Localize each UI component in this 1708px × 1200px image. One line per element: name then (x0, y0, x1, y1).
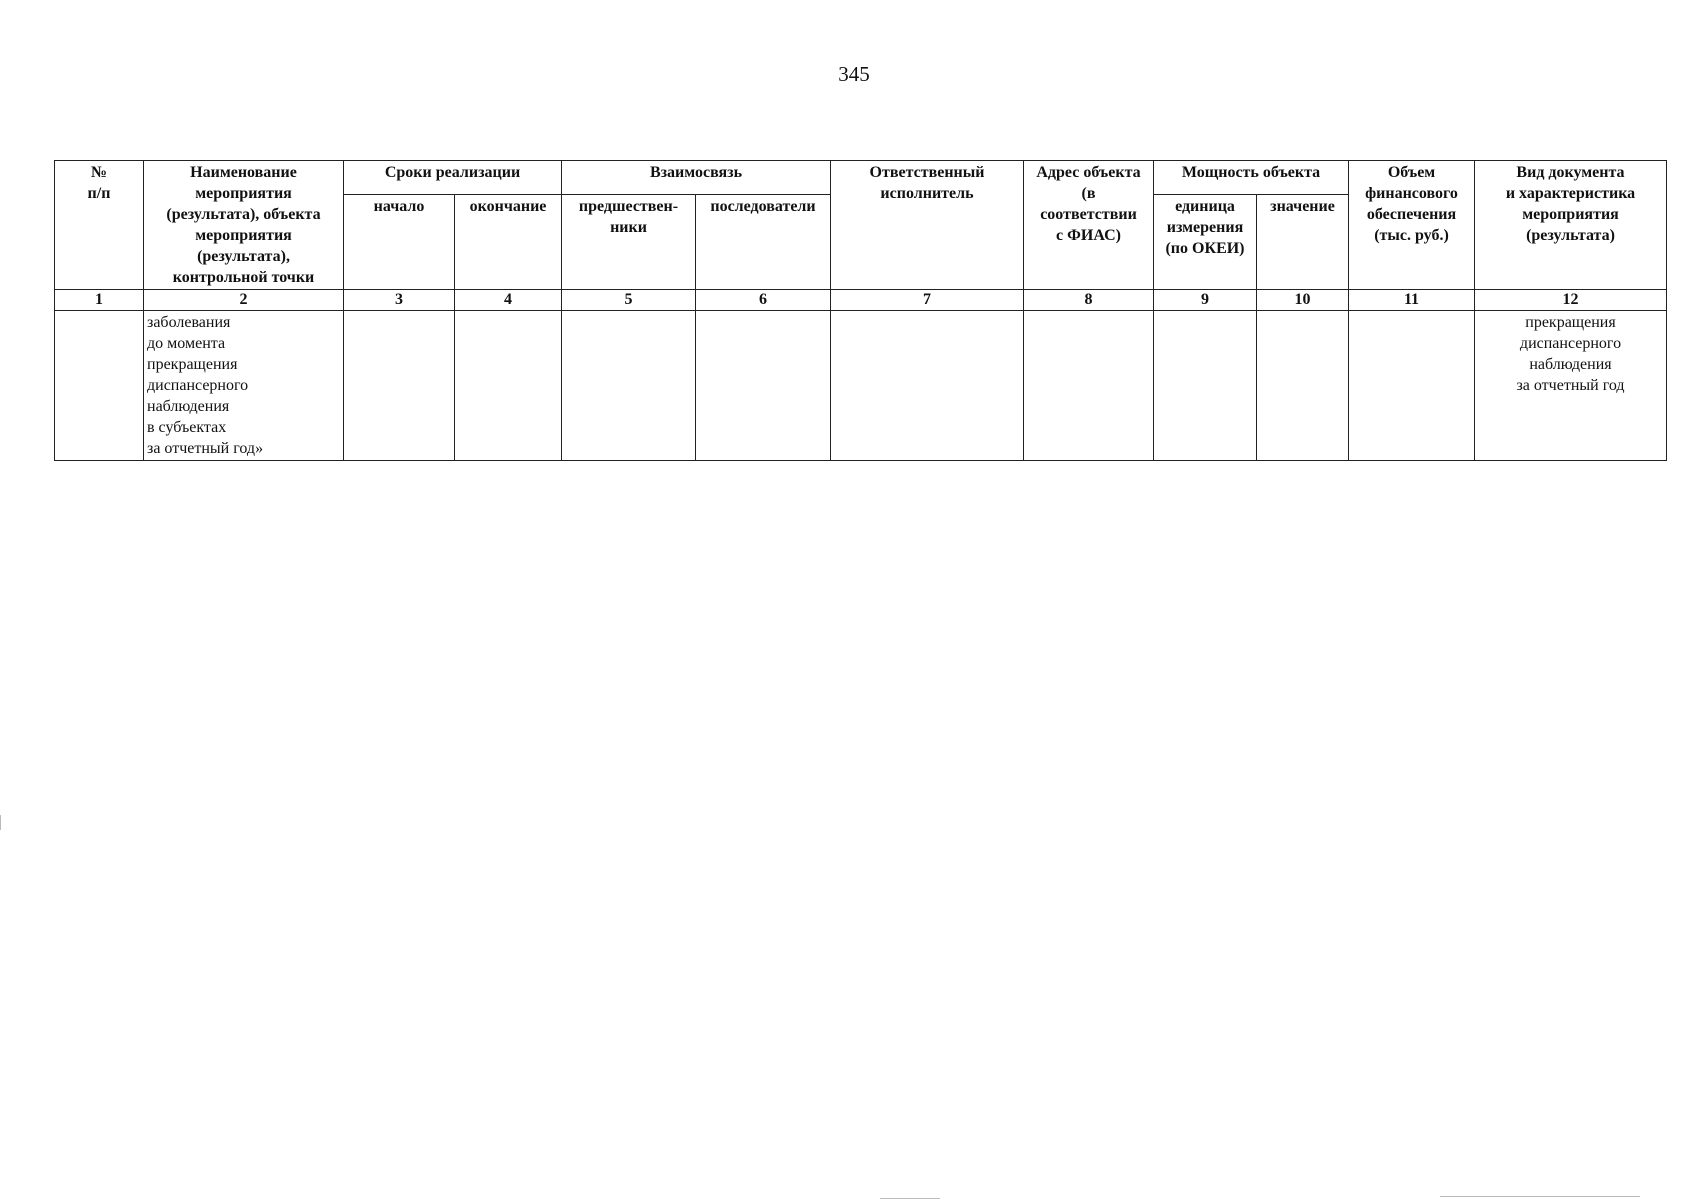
header-col-11: Объем финансового обеспечения (тыс. руб.) (1349, 161, 1475, 290)
cell-col-8 (1024, 311, 1154, 461)
header-group-links: Взаимосвязь (562, 161, 831, 195)
activities-table (54, 160, 1667, 461)
header-col-3: начало (344, 195, 455, 290)
header-col-8: Адрес объекта (в соответствии с ФИАС) (1024, 161, 1154, 290)
column-number: 1 (55, 290, 144, 311)
column-number: 8 (1024, 290, 1154, 311)
column-number: 2 (144, 290, 344, 311)
column-number: 11 (1349, 290, 1475, 311)
header-col-7: Ответственный исполнитель (831, 161, 1024, 290)
header-col-10: значение (1257, 195, 1349, 290)
page-number: 345 (838, 62, 870, 86)
header-col-2: Наименование мероприятия (результата), объекта мероприятия (результата), контрольной точки (144, 161, 344, 290)
cell-col-9 (1154, 311, 1257, 461)
header-row-1 (55, 161, 1667, 195)
header-col-4: окончание (455, 195, 562, 290)
column-number: 3 (344, 290, 455, 311)
header-group-capacity: Мощность объекта (1154, 161, 1349, 195)
header-col-1: № п/п (55, 161, 144, 290)
cell-col-1 (55, 311, 144, 461)
header-col-9: единица измерения (по ОКЕИ) (1154, 195, 1257, 290)
scan-edge-mark (880, 1198, 940, 1199)
column-number: 12 (1475, 290, 1667, 311)
cell-col-3 (344, 311, 455, 461)
column-number: 9 (1154, 290, 1257, 311)
header-col-6: последователи (696, 195, 831, 290)
cell-col-12: прекращения диспансерного наблюдения за отчетный год (1475, 311, 1667, 461)
column-number: 4 (455, 290, 562, 311)
header-group-terms: Сроки реализации (344, 161, 562, 195)
cell-col-7 (831, 311, 1024, 461)
scan-edge-mark (0, 815, 1, 830)
header-col-5: предшествен- ники (562, 195, 696, 290)
cell-col-11 (1349, 311, 1475, 461)
column-numbers-row (55, 290, 1667, 311)
cell-col-5 (562, 311, 696, 461)
header-col-12: Вид документа и характеристика мероприятия (результата) (1475, 161, 1667, 290)
column-number: 6 (696, 290, 831, 311)
cell-col-6 (696, 311, 831, 461)
scan-edge-mark (1440, 1196, 1640, 1197)
cell-col-2: заболевания до момента прекращения диспансерного наблюдения в субъектах за отчетный год» (144, 311, 344, 461)
column-number: 7 (831, 290, 1024, 311)
table-row (55, 311, 1667, 461)
cell-col-4 (455, 311, 562, 461)
column-number: 10 (1257, 290, 1349, 311)
cell-col-10 (1257, 311, 1349, 461)
column-number: 5 (562, 290, 696, 311)
